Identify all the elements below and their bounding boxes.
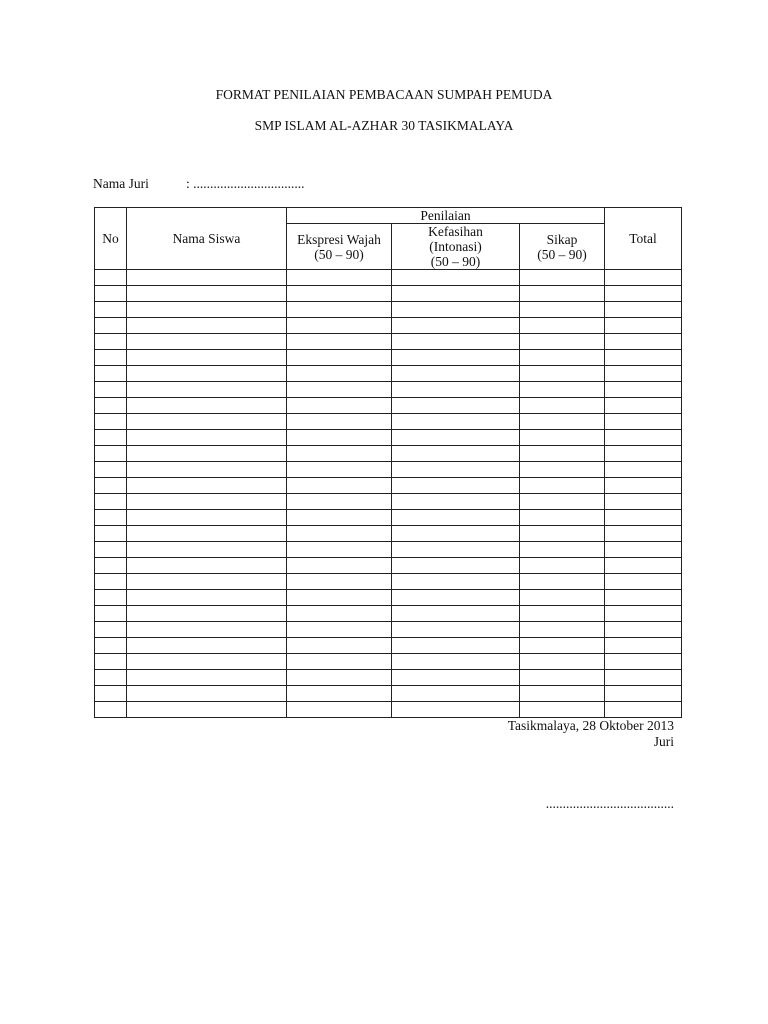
col-header-nama-siswa: Nama Siswa [127,208,287,270]
sikap-label: Sikap [546,231,578,247]
cell-total[interactable] [605,478,682,494]
kefasihan-sub: (Intonasi) [429,239,482,254]
juri-label: Nama Juri [93,176,149,191]
cell-total[interactable] [605,686,682,702]
cell-no[interactable] [95,526,127,542]
table-row [95,590,682,606]
cell-no[interactable] [95,462,127,478]
cell-kefasihan[interactable] [392,686,520,702]
cell-ekspresi-wajah[interactable] [287,510,392,526]
cell-ekspresi-wajah[interactable] [287,574,392,590]
cell-nama-siswa[interactable] [127,670,287,686]
school-name: SMP ISLAM AL-AZHAR 30 TASIKMALAYA [254,118,514,133]
table-row [95,654,682,670]
cell-no[interactable] [95,414,127,430]
scoring-table [94,207,682,718]
cell-no[interactable] [95,398,127,414]
cell-no[interactable] [95,270,127,286]
col-header-sikap [520,224,605,270]
cell-sikap[interactable] [520,702,605,718]
cell-sikap[interactable] [520,574,605,590]
cell-kefasihan[interactable] [392,494,520,510]
cell-sikap[interactable] [520,654,605,670]
cell-sikap[interactable] [520,510,605,526]
cell-total[interactable] [605,526,682,542]
cell-nama-siswa[interactable] [127,654,287,670]
cell-ekspresi-wajah[interactable] [287,302,392,318]
cell-kefasihan[interactable] [392,334,520,350]
table-row [95,286,682,302]
cell-kefasihan[interactable] [392,414,520,430]
table-row [95,702,682,718]
cell-sikap[interactable] [520,590,605,606]
cell-kefasihan[interactable] [392,510,520,526]
col-header-no: No [95,208,127,270]
cell-sikap[interactable] [520,686,605,702]
table-row [95,302,682,318]
cell-total[interactable] [605,670,682,686]
cell-total[interactable] [605,574,682,590]
cell-kefasihan[interactable] [392,366,520,382]
cell-ekspresi-wajah[interactable] [287,318,392,334]
cell-sikap[interactable] [520,542,605,558]
cell-kefasihan[interactable] [392,462,520,478]
cell-sikap[interactable] [520,286,605,302]
cell-nama-siswa[interactable] [127,542,287,558]
cell-nama-siswa[interactable] [127,686,287,702]
table-row [95,366,682,382]
cell-sikap[interactable] [520,558,605,574]
cell-nama-siswa[interactable] [127,398,287,414]
cell-no[interactable] [95,686,127,702]
cell-sikap[interactable] [520,606,605,622]
cell-no[interactable] [95,670,127,686]
cell-nama-siswa[interactable] [127,702,287,718]
cell-total[interactable] [605,702,682,718]
cell-kefasihan[interactable] [392,590,520,606]
cell-ekspresi-wajah[interactable] [287,334,392,350]
cell-ekspresi-wajah[interactable] [287,638,392,654]
cell-no[interactable] [95,638,127,654]
cell-kefasihan[interactable] [392,478,520,494]
sikap-range: (50 – 90) [537,246,587,262]
cell-no[interactable] [95,574,127,590]
cell-total[interactable] [605,462,682,478]
cell-nama-siswa[interactable] [127,574,287,590]
cell-ekspresi-wajah[interactable] [287,446,392,462]
cell-nama-siswa[interactable] [127,606,287,622]
cell-ekspresi-wajah[interactable] [287,670,392,686]
ekspresi-range: (50 – 90) [314,246,364,262]
cell-total[interactable] [605,286,682,302]
cell-ekspresi-wajah[interactable] [287,462,392,478]
cell-sikap[interactable] [520,638,605,654]
cell-sikap[interactable] [520,526,605,542]
cell-sikap[interactable] [520,398,605,414]
cell-sikap[interactable] [520,622,605,638]
cell-nama-siswa[interactable] [127,270,287,286]
cell-nama-siswa[interactable] [127,510,287,526]
table-row [95,542,682,558]
cell-no[interactable] [95,510,127,526]
cell-nama-siswa[interactable] [127,318,287,334]
cell-nama-siswa[interactable] [127,590,287,606]
cell-nama-siswa[interactable] [127,302,287,318]
cell-kefasihan[interactable] [392,702,520,718]
cell-ekspresi-wajah[interactable] [287,494,392,510]
table-row [95,350,682,366]
cell-total[interactable] [605,510,682,526]
cell-total[interactable] [605,542,682,558]
cell-ekspresi-wajah[interactable] [287,606,392,622]
table-row [95,398,682,414]
table-row [95,318,682,334]
cell-nama-siswa[interactable] [127,366,287,382]
ekspresi-label: Ekspresi Wajah [297,231,381,247]
cell-no[interactable] [95,494,127,510]
cell-kefasihan[interactable] [392,622,520,638]
col-header-ekspresi-wajah [287,224,392,270]
cell-no[interactable] [95,382,127,398]
table-row [95,494,682,510]
cell-nama-siswa[interactable] [127,334,287,350]
table-row [95,622,682,638]
cell-ekspresi-wajah[interactable] [287,686,392,702]
cell-kefasihan[interactable] [392,542,520,558]
cell-kefasihan[interactable] [392,526,520,542]
cell-ekspresi-wajah[interactable] [287,398,392,414]
cell-kefasihan[interactable] [392,670,520,686]
cell-total[interactable] [605,302,682,318]
cell-no[interactable] [95,558,127,574]
cell-nama-siswa[interactable] [127,558,287,574]
cell-nama-siswa[interactable] [127,494,287,510]
cell-no[interactable] [95,702,127,718]
cell-kefasihan[interactable] [392,574,520,590]
cell-total[interactable] [605,622,682,638]
cell-nama-siswa[interactable] [127,462,287,478]
table-row [95,558,682,574]
cell-kefasihan[interactable] [392,302,520,318]
cell-sikap[interactable] [520,462,605,478]
cell-no[interactable] [95,430,127,446]
cell-ekspresi-wajah[interactable] [287,382,392,398]
table-row [95,446,682,462]
cell-kefasihan[interactable] [392,558,520,574]
cell-ekspresi-wajah[interactable] [287,558,392,574]
table-row [95,638,682,654]
cell-ekspresi-wajah[interactable] [287,478,392,494]
cell-no[interactable] [95,350,127,366]
cell-no[interactable] [95,590,127,606]
cell-total[interactable] [605,382,682,398]
table-row [95,270,682,286]
cell-no[interactable] [95,302,127,318]
cell-sikap[interactable] [520,270,605,286]
cell-sikap[interactable] [520,366,605,382]
cell-total[interactable] [605,430,682,446]
table-row [95,670,682,686]
cell-total[interactable] [605,318,682,334]
cell-total[interactable] [605,350,682,366]
cell-nama-siswa[interactable] [127,414,287,430]
cell-total[interactable] [605,334,682,350]
cell-kefasihan[interactable] [392,398,520,414]
cell-sikap[interactable] [520,382,605,398]
cell-total[interactable] [605,414,682,430]
cell-ekspresi-wajah[interactable] [287,654,392,670]
cell-kefasihan[interactable] [392,654,520,670]
kefasihan-label: Kefasihan [428,224,483,239]
cell-no[interactable] [95,478,127,494]
cell-no[interactable] [95,318,127,334]
cell-sikap[interactable] [520,302,605,318]
cell-ekspresi-wajah[interactable] [287,414,392,430]
cell-ekspresi-wajah[interactable] [287,350,392,366]
signature-line[interactable]: ...................................... [545,796,674,811]
place-date: Tasikmalaya, 28 Oktober 2013 [507,718,674,733]
col-header-total: Total [605,208,682,270]
cell-sikap[interactable] [520,318,605,334]
cell-ekspresi-wajah[interactable] [287,270,392,286]
table-row [95,478,682,494]
cell-total[interactable] [605,606,682,622]
cell-ekspresi-wajah[interactable] [287,526,392,542]
cell-total[interactable] [605,638,682,654]
cell-sikap[interactable] [520,670,605,686]
cell-total[interactable] [605,558,682,574]
signature-role: Juri [653,734,674,749]
cell-nama-siswa[interactable] [127,526,287,542]
cell-nama-siswa[interactable] [127,622,287,638]
table-row [95,526,682,542]
cell-kefasihan[interactable] [392,446,520,462]
table-row [95,606,682,622]
table-row [95,414,682,430]
cell-ekspresi-wajah[interactable] [287,366,392,382]
cell-total[interactable] [605,590,682,606]
cell-nama-siswa[interactable] [127,446,287,462]
form-title: FORMAT PENILAIAN PEMBACAAN SUMPAH PEMUDA [215,87,553,102]
cell-ekspresi-wajah[interactable] [287,430,392,446]
cell-no[interactable] [95,606,127,622]
cell-nama-siswa[interactable] [127,350,287,366]
table-row [95,510,682,526]
juri-value-dots[interactable]: : ................................. [186,176,305,191]
cell-ekspresi-wajah[interactable] [287,702,392,718]
cell-no[interactable] [95,334,127,350]
cell-kefasihan[interactable] [392,286,520,302]
col-header-penilaian: Penilaian [287,208,605,224]
table-body [95,270,682,718]
cell-sikap[interactable] [520,446,605,462]
juri-name-field [93,176,305,192]
cell-nama-siswa[interactable] [127,478,287,494]
cell-nama-siswa[interactable] [127,638,287,654]
table-row [95,686,682,702]
cell-total[interactable] [605,270,682,286]
cell-no[interactable] [95,286,127,302]
cell-no[interactable] [95,654,127,670]
cell-kefasihan[interactable] [392,270,520,286]
col-header-kefasihan [392,224,520,270]
cell-total[interactable] [605,398,682,414]
cell-total[interactable] [605,366,682,382]
cell-nama-siswa[interactable] [127,382,287,398]
cell-nama-siswa[interactable] [127,286,287,302]
table-row [95,574,682,590]
cell-kefasihan[interactable] [392,382,520,398]
cell-sikap[interactable] [520,350,605,366]
cell-no[interactable] [95,446,127,462]
cell-total[interactable] [605,494,682,510]
table-row [95,382,682,398]
table-row [95,430,682,446]
cell-ekspresi-wajah[interactable] [287,286,392,302]
table-row [95,334,682,350]
cell-no[interactable] [95,622,127,638]
cell-sikap[interactable] [520,478,605,494]
cell-kefasihan[interactable] [392,606,520,622]
cell-sikap[interactable] [520,430,605,446]
cell-kefasihan[interactable] [392,350,520,366]
cell-kefasihan[interactable] [392,430,520,446]
cell-sikap[interactable] [520,494,605,510]
cell-ekspresi-wajah[interactable] [287,622,392,638]
cell-kefasihan[interactable] [392,318,520,334]
table-row [95,462,682,478]
kefasihan-range: (50 – 90) [430,254,481,269]
cell-total[interactable] [605,654,682,670]
cell-sikap[interactable] [520,334,605,350]
cell-kefasihan[interactable] [392,638,520,654]
cell-no[interactable] [95,542,127,558]
cell-no[interactable] [95,366,127,382]
cell-nama-siswa[interactable] [127,430,287,446]
cell-total[interactable] [605,446,682,462]
cell-ekspresi-wajah[interactable] [287,542,392,558]
cell-sikap[interactable] [520,414,605,430]
cell-ekspresi-wajah[interactable] [287,590,392,606]
